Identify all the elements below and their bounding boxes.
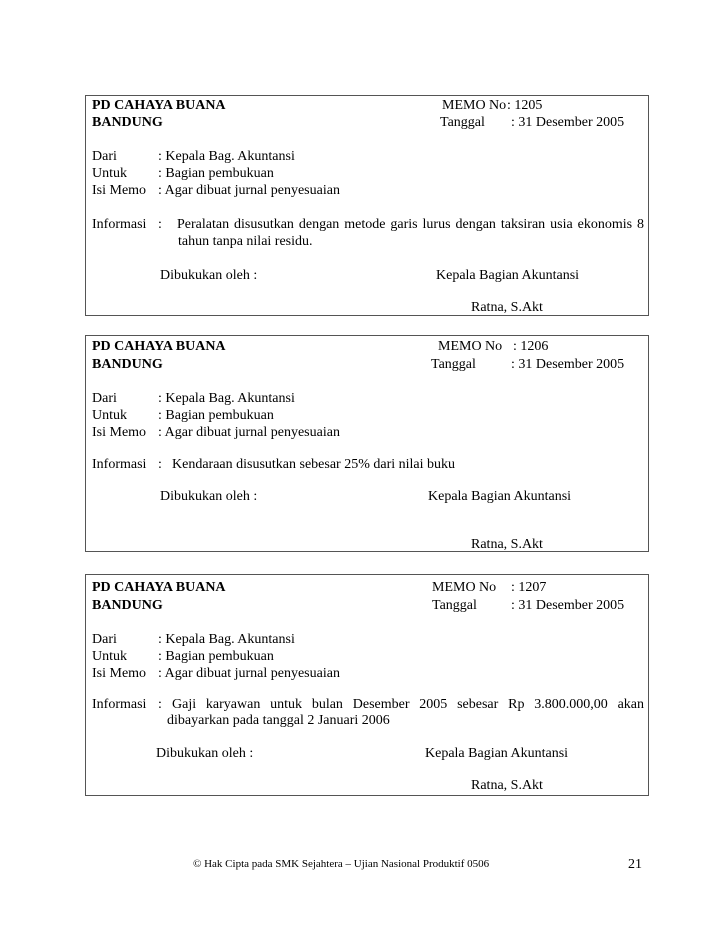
head-name: Ratna, S.Akt — [471, 778, 543, 793]
to-value: : Bagian pembukuan — [158, 649, 274, 664]
memo-number: : 1206 — [513, 339, 549, 354]
info-line-1: Kendaraan disusutkan sebesar 25% dari nilai buku — [172, 457, 456, 472]
content-label: Isi Memo — [92, 666, 147, 681]
content-value: : Agar dibuat jurnal penyesuaian — [158, 666, 340, 681]
memo-number: : 1205 — [507, 98, 543, 113]
memo-1207 — [85, 574, 649, 796]
from-value: : Kepala Bag. Akuntansi — [158, 632, 295, 647]
from-label: Dari — [92, 391, 117, 406]
memo-date: : 31 Desember 2005 — [511, 598, 625, 613]
to-label: Untuk — [92, 649, 127, 664]
recorded-by: Dibukukan oleh : — [160, 489, 258, 504]
head-name: Ratna, S.Akt — [471, 300, 543, 315]
to-label: Untuk — [92, 166, 127, 181]
memo-number-label: MEMO No — [432, 580, 497, 595]
from-value: : Kepala Bag. Akuntansi — [158, 391, 295, 406]
info-line-1: Gaji karyawan untuk bulan Desember 2005 sebesar Rp 3.800.000,00 akan — [172, 697, 644, 712]
company-city: BANDUNG — [92, 598, 163, 613]
memo-1206 — [85, 335, 649, 552]
content-value: : Agar dibuat jurnal penyesuaian — [158, 425, 340, 440]
memo-date: : 31 Desember 2005 — [511, 357, 625, 372]
from-label: Dari — [92, 632, 117, 647]
head-title: Kepala Bagian Akuntansi — [436, 268, 580, 283]
memo-number-label: MEMO No — [438, 339, 503, 354]
date-label: Tanggal — [440, 115, 485, 130]
recorded-by: Dibukukan oleh : — [156, 746, 254, 761]
company-name: PD CAHAYA BUANA — [92, 580, 226, 595]
company-city: BANDUNG — [92, 357, 163, 372]
company-name: PD CAHAYA BUANA — [92, 98, 226, 113]
info-label: Informasi — [92, 217, 147, 232]
memo-number-label: MEMO No — [442, 98, 507, 113]
date-label: Tanggal — [432, 598, 477, 613]
to-label: Untuk — [92, 408, 127, 423]
content-value: : Agar dibuat jurnal penyesuaian — [158, 183, 340, 198]
memo-date: : 31 Desember 2005 — [511, 115, 625, 130]
from-value: : Kepala Bag. Akuntansi — [158, 149, 295, 164]
company-city: BANDUNG — [92, 115, 163, 130]
head-title: Kepala Bagian Akuntansi — [428, 489, 572, 504]
memo-number: : 1207 — [511, 580, 547, 595]
page-number: 21 — [628, 857, 642, 872]
to-value: : Bagian pembukuan — [158, 408, 274, 423]
info-line-1: Peralatan disusutkan dengan metode garis lurus dengan taksiran usia ekonomis 8 — [177, 217, 644, 232]
memo-1205 — [85, 95, 649, 316]
head-title: Kepala Bagian Akuntansi — [425, 746, 569, 761]
content-label: Isi Memo — [92, 183, 147, 198]
info-label: Informasi — [92, 697, 147, 712]
info-colon: : — [158, 457, 162, 472]
content-label: Isi Memo — [92, 425, 147, 440]
head-name: Ratna, S.Akt — [471, 537, 543, 552]
copyright-footer: © Hak Cipta pada SMK Sejahtera – Ujian Nasional Produktif 0506 — [193, 858, 490, 870]
info-line-2: tahun tanpa nilai residu. — [178, 234, 313, 249]
info-label: Informasi — [92, 457, 147, 472]
from-label: Dari — [92, 149, 117, 164]
company-name: PD CAHAYA BUANA — [92, 339, 226, 354]
recorded-by: Dibukukan oleh : — [160, 268, 258, 283]
info-colon: : — [158, 217, 162, 232]
info-colon: : — [158, 697, 162, 712]
date-label: Tanggal — [431, 357, 476, 372]
to-value: : Bagian pembukuan — [158, 166, 274, 181]
info-line-2: dibayarkan pada tanggal 2 Januari 2006 — [167, 713, 390, 728]
